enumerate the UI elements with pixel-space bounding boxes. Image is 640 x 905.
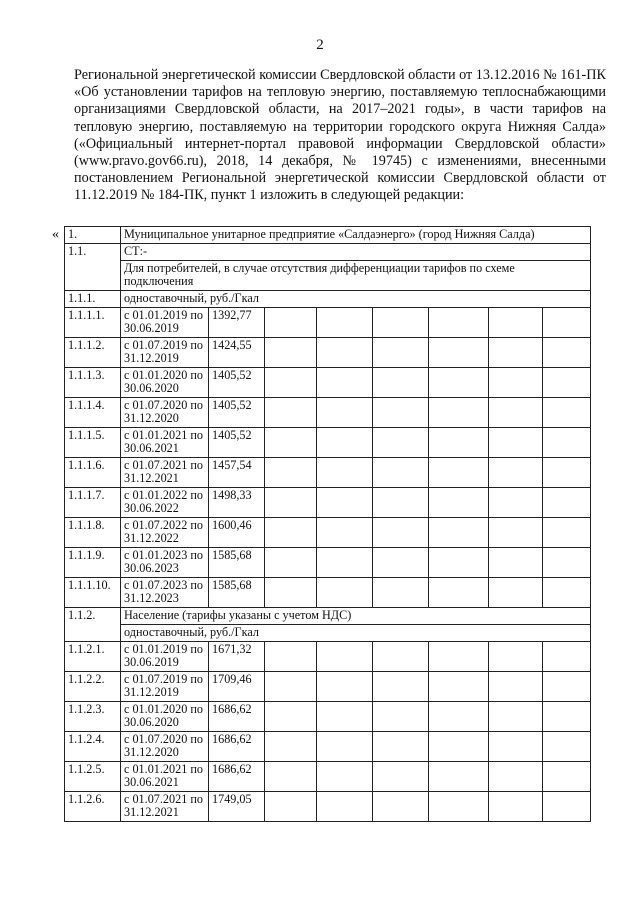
- empty-cell: [429, 732, 489, 762]
- row-period: с 01.07.2023 по 31.12.2023: [121, 578, 209, 608]
- empty-cell: [429, 762, 489, 792]
- empty-cell: [429, 308, 489, 338]
- section1-name: СТ:-: [121, 244, 591, 261]
- row-period: с 01.01.2022 по 30.06.2022: [121, 488, 209, 518]
- table-row: [65, 488, 591, 518]
- row-value: 1749,05: [209, 792, 265, 822]
- row-period: с 01.01.2020 по 30.06.2020: [121, 368, 209, 398]
- empty-cell: [429, 548, 489, 578]
- empty-cell: [543, 308, 591, 338]
- table-row: [65, 428, 591, 458]
- empty-cell: [429, 672, 489, 702]
- table-row: [65, 792, 591, 822]
- empty-cell: [373, 368, 429, 398]
- empty-cell: [265, 458, 317, 488]
- empty-cell: [373, 792, 429, 822]
- section2-num: 1.1.2.: [65, 608, 121, 642]
- row-period: с 01.07.2019 по 31.12.2019: [121, 672, 209, 702]
- row-num: 1.1.1.9.: [65, 548, 121, 578]
- empty-cell: [265, 308, 317, 338]
- row-num: 1.1.1.5.: [65, 428, 121, 458]
- empty-cell: [265, 548, 317, 578]
- page-number: 2: [316, 37, 324, 53]
- tariff-table: [64, 226, 591, 822]
- row-value: 1686,62: [209, 732, 265, 762]
- org-name: Муниципальное унитарное предприятие «Салдаэнерго» (город Нижняя Салда): [121, 227, 591, 244]
- empty-cell: [543, 458, 591, 488]
- empty-cell: [429, 702, 489, 732]
- table-row: [65, 642, 591, 672]
- empty-cell: [489, 578, 543, 608]
- table-row: [65, 518, 591, 548]
- empty-cell: [317, 642, 373, 672]
- empty-cell: [543, 548, 591, 578]
- empty-cell: [543, 398, 591, 428]
- empty-cell: [429, 338, 489, 368]
- empty-cell: [317, 488, 373, 518]
- empty-cell: [543, 578, 591, 608]
- empty-cell: [373, 672, 429, 702]
- empty-cell: [317, 308, 373, 338]
- empty-cell: [265, 488, 317, 518]
- empty-cell: [265, 642, 317, 672]
- row-value: 1709,46: [209, 672, 265, 702]
- row-num: 1.1.2.5.: [65, 762, 121, 792]
- empty-cell: [265, 368, 317, 398]
- empty-cell: [429, 368, 489, 398]
- opening-quote: «: [52, 227, 59, 242]
- empty-cell: [429, 428, 489, 458]
- empty-cell: [317, 338, 373, 368]
- empty-cell: [429, 578, 489, 608]
- empty-cell: [265, 518, 317, 548]
- empty-cell: [317, 672, 373, 702]
- empty-cell: [317, 762, 373, 792]
- empty-cell: [317, 548, 373, 578]
- empty-cell: [489, 398, 543, 428]
- empty-cell: [543, 488, 591, 518]
- sub2-name: одноставочный, руб./Гкал: [121, 625, 591, 642]
- empty-cell: [265, 578, 317, 608]
- row-value: 1600,46: [209, 518, 265, 548]
- empty-cell: [489, 428, 543, 458]
- row-period: с 01.07.2019 по 31.12.2019: [121, 338, 209, 368]
- row-period: с 01.07.2020 по 31.12.2020: [121, 398, 209, 428]
- empty-cell: [429, 398, 489, 428]
- empty-cell: [489, 672, 543, 702]
- row-period: с 01.07.2021 по 31.12.2021: [121, 458, 209, 488]
- row-num: 1.1.1.4.: [65, 398, 121, 428]
- sub1-num: 1.1.1.: [65, 291, 121, 308]
- empty-cell: [373, 732, 429, 762]
- section2-name: Население (тарифы указаны с учетом НДС): [121, 608, 591, 625]
- section1-row: [65, 244, 591, 261]
- section2-row: [65, 608, 591, 625]
- empty-cell: [429, 488, 489, 518]
- empty-cell: [429, 518, 489, 548]
- empty-cell: [543, 672, 591, 702]
- section1-desc-row: [65, 261, 591, 291]
- empty-cell: [373, 578, 429, 608]
- empty-cell: [543, 518, 591, 548]
- empty-cell: [489, 518, 543, 548]
- row-num: 1.1.2.3.: [65, 702, 121, 732]
- empty-cell: [489, 548, 543, 578]
- empty-cell: [373, 702, 429, 732]
- section1-num: 1.1.: [65, 244, 121, 291]
- empty-cell: [489, 762, 543, 792]
- table-row: [65, 578, 591, 608]
- row-period: с 01.01.2020 по 30.06.2020: [121, 702, 209, 732]
- empty-cell: [373, 488, 429, 518]
- table-row: [65, 458, 591, 488]
- empty-cell: [489, 642, 543, 672]
- table-row: [65, 398, 591, 428]
- empty-cell: [317, 368, 373, 398]
- table-row: [65, 732, 591, 762]
- section1-desc: Для потребителей, в случае отсутствия дифференциации тарифов по схеме подключения: [121, 261, 591, 291]
- empty-cell: [373, 308, 429, 338]
- empty-cell: [543, 368, 591, 398]
- empty-cell: [317, 398, 373, 428]
- empty-cell: [317, 518, 373, 548]
- empty-cell: [373, 548, 429, 578]
- empty-cell: [317, 732, 373, 762]
- sub1-name: одноставочный, руб./Гкал: [121, 291, 591, 308]
- org-row: [65, 227, 591, 244]
- table-row: [65, 672, 591, 702]
- row-num: 1.1.1.7.: [65, 488, 121, 518]
- empty-cell: [543, 762, 591, 792]
- row-num: 1.1.2.6.: [65, 792, 121, 822]
- row-value: 1686,62: [209, 702, 265, 732]
- empty-cell: [543, 702, 591, 732]
- intro-text: Региональной энергетической комиссии Свердловской области от 13.12.2016 № 161-ПК «Об установлении тарифов на тепловую энергию, поставляемую теплоснабжающими организациями Свердловской области, на 2017–2021 годы», в части тарифов на тепловую энергию, поставляемую на территории городского округа Нижняя Салда» («Официальный интернет-портал правовой информации Свердловской области» (www.pravo.gov66.ru), 2018, 14 декабря, № 19745) с изменениями, внесенными постановлением Региональной энергетической комиссии Свердловской области от 11.12.2019 № 184-ПК, пункт 1 изложить в следующей редакции:: [74, 67, 606, 204]
- empty-cell: [543, 428, 591, 458]
- row-value: 1671,32: [209, 642, 265, 672]
- empty-cell: [373, 428, 429, 458]
- empty-cell: [543, 642, 591, 672]
- empty-cell: [265, 702, 317, 732]
- row-value: 1457,54: [209, 458, 265, 488]
- empty-cell: [429, 642, 489, 672]
- empty-cell: [317, 702, 373, 732]
- empty-cell: [317, 792, 373, 822]
- sub1-row: [65, 291, 591, 308]
- table-row: [65, 338, 591, 368]
- empty-cell: [373, 458, 429, 488]
- row-value: 1424,55: [209, 338, 265, 368]
- empty-cell: [543, 732, 591, 762]
- empty-cell: [265, 792, 317, 822]
- empty-cell: [265, 672, 317, 702]
- empty-cell: [489, 702, 543, 732]
- empty-cell: [317, 428, 373, 458]
- empty-cell: [373, 398, 429, 428]
- row-value: 1405,52: [209, 368, 265, 398]
- row-num: 1.1.2.1.: [65, 642, 121, 672]
- empty-cell: [265, 732, 317, 762]
- row-period: с 01.01.2021 по 30.06.2021: [121, 428, 209, 458]
- row-period: с 01.01.2019 по 30.06.2019: [121, 642, 209, 672]
- row-value: 1405,52: [209, 428, 265, 458]
- row-value: 1585,68: [209, 578, 265, 608]
- row-value: 1405,52: [209, 398, 265, 428]
- row-num: 1.1.1.2.: [65, 338, 121, 368]
- empty-cell: [317, 578, 373, 608]
- sub2-row: [65, 625, 591, 642]
- table-row: [65, 308, 591, 338]
- table-row: [65, 702, 591, 732]
- org-num: 1.: [65, 227, 121, 244]
- row-value: 1392,77: [209, 308, 265, 338]
- row-value: 1498,33: [209, 488, 265, 518]
- table-row: [65, 548, 591, 578]
- empty-cell: [265, 762, 317, 792]
- empty-cell: [265, 428, 317, 458]
- row-num: 1.1.1.3.: [65, 368, 121, 398]
- empty-cell: [429, 792, 489, 822]
- empty-cell: [373, 642, 429, 672]
- empty-cell: [265, 338, 317, 368]
- row-num: 1.1.1.6.: [65, 458, 121, 488]
- row-num: 1.1.1.1.: [65, 308, 121, 338]
- empty-cell: [265, 398, 317, 428]
- empty-cell: [373, 762, 429, 792]
- row-period: с 01.01.2021 по 30.06.2021: [121, 762, 209, 792]
- empty-cell: [373, 518, 429, 548]
- empty-cell: [489, 458, 543, 488]
- row-num: 1.1.1.8.: [65, 518, 121, 548]
- empty-cell: [489, 308, 543, 338]
- empty-cell: [543, 792, 591, 822]
- row-period: с 01.01.2019 по 30.06.2019: [121, 308, 209, 338]
- row-num: 1.1.2.2.: [65, 672, 121, 702]
- empty-cell: [489, 792, 543, 822]
- empty-cell: [489, 338, 543, 368]
- row-num: 1.1.2.4.: [65, 732, 121, 762]
- row-num: 1.1.1.10.: [65, 578, 121, 608]
- row-period: с 01.07.2020 по 31.12.2020: [121, 732, 209, 762]
- row-value: 1686,62: [209, 762, 265, 792]
- empty-cell: [489, 732, 543, 762]
- row-period: с 01.07.2021 по 31.12.2021: [121, 792, 209, 822]
- row-period: с 01.07.2022 по 31.12.2022: [121, 518, 209, 548]
- empty-cell: [489, 368, 543, 398]
- table-row: [65, 368, 591, 398]
- table-row: [65, 762, 591, 792]
- intro-paragraph: [74, 67, 606, 205]
- row-period: с 01.01.2023 по 30.06.2023: [121, 548, 209, 578]
- row-value: 1585,68: [209, 548, 265, 578]
- empty-cell: [429, 458, 489, 488]
- empty-cell: [317, 458, 373, 488]
- empty-cell: [543, 338, 591, 368]
- empty-cell: [489, 488, 543, 518]
- empty-cell: [373, 338, 429, 368]
